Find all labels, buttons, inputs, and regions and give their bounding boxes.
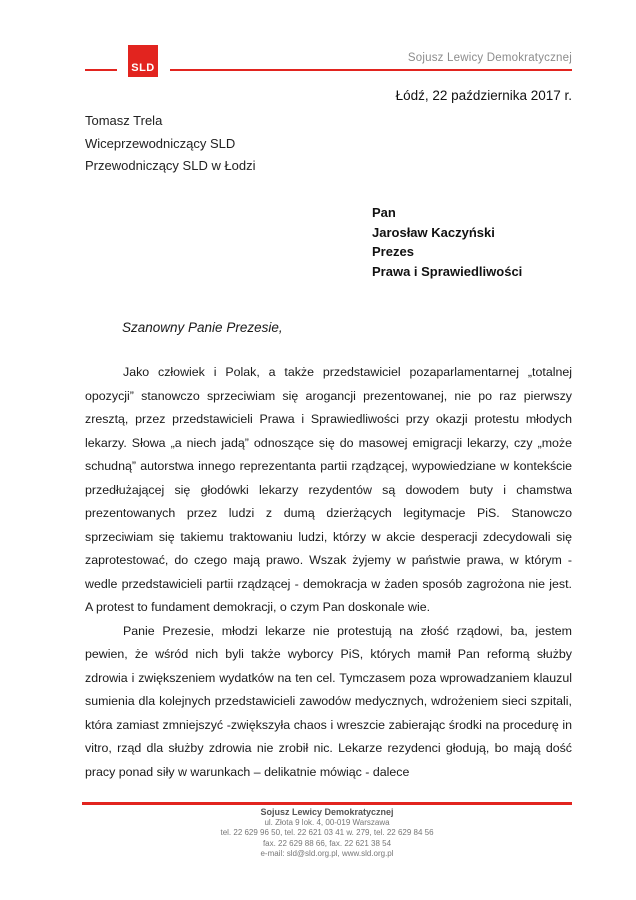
dateline: Łódź, 22 października 2017 r. — [395, 88, 572, 103]
footer-block — [82, 807, 572, 860]
footer-rule — [82, 802, 572, 805]
footer-org-name: Sojusz Lewicy Demokratycznej — [260, 807, 394, 817]
salutation: Szanowny Panie Prezesie, — [122, 320, 283, 335]
letter-body — [85, 361, 572, 784]
body-paragraph-2: Panie Prezesie, młodzi lekarze nie protestują na złość rządowi, ba, jestem pewien, że wśród nich byli także wyborcy PiS, których mamił Pan reformą służby zdrowia i zwiększeniem wydatków na ten cel. Tymczasem poza wprowadzaniem klauzul sumienia dla kolejnych przedstawicieli zawodów medycznych, wdrożeniem sieci szpitali, która zamiast zmniejszyć -zwiększyła chaos i wreszcie zabierając środki na procedurę in vitro, rząd dla służby zdrowia nie zrobił nic. Lekarze rezydenci głodują, bo mają dość pracy ponad siły w warunkach – delikatnie mówiąc - dalece — [85, 623, 572, 779]
footer-email-web: e-mail: sld@sld.org.pl, www.sld.org.pl — [260, 849, 394, 858]
sender-block — [85, 110, 256, 178]
recipient-org: Prawa i Sprawiedliwości — [372, 263, 523, 279]
sender-title-2: Przewodniczący SLD w Łodzi — [85, 158, 256, 173]
recipient-name: Jarosław Kaczyński — [372, 224, 495, 240]
letterhead-rule-right — [170, 69, 572, 71]
footer-phones: tel. 22 629 96 50, tel. 22 621 03 41 w. 279, tel. 22 629 84 56 — [220, 828, 434, 837]
footer-fax: fax. 22 629 88 66, fax. 22 621 38 54 — [262, 838, 392, 848]
body-paragraph-1: Jako człowiek i Polak, a także przedstawiciel pozaparlamentarnej „totalnej opozycji” stanowczo sprzeciwiam się arogancji prezentowanej, nie po raz pierwszy zresztą, przez przedstawicieli Prawa i Sprawiedliwości przy okazji protestu młodych lekarzy. Słowa „a niech jadą” odnoszące się do masowej emigracji lekarzy, czy „może schudną” autorstwa innego reprezentanta partii rządzącej, wypowiedziane w kontekście przedłużającej się głodówki lekarzy rezydentów są dowodem buty i chamstwa prezentowanych przez ludzi z dumą dzierżących legitymacje PiS. Stanowczo sprzeciwiam się takiemu traktowaniu ludzi, którzy w akcie desperacji zdecydowali się zaprotestować, do czego mają prawo. Wszak żyjemy w państwie prawa, w którym - wedle przedstawicieli partii rządzącej - demokracja w żaden sposób zagrożona nie jest. A protest to fundament demokracji, o czym Pan doskonale wie. — [85, 365, 572, 614]
footer-address: ul. Złota 9 lok. 4, 00-019 Warszawa — [264, 817, 390, 827]
recipient-block — [372, 203, 522, 281]
sender-name: Tomasz Trela — [85, 113, 163, 128]
org-name-header: Sojusz Lewicy Demokratycznej — [407, 52, 572, 64]
recipient-honorific: Pan — [372, 205, 396, 220]
sld-logo-text: SLD — [131, 62, 155, 74]
recipient-title: Prezes — [372, 244, 414, 259]
sender-title-1: Wiceprzewodniczący SLD — [85, 135, 236, 151]
letterhead-rule-left — [85, 69, 117, 71]
sld-logo — [128, 45, 158, 77]
